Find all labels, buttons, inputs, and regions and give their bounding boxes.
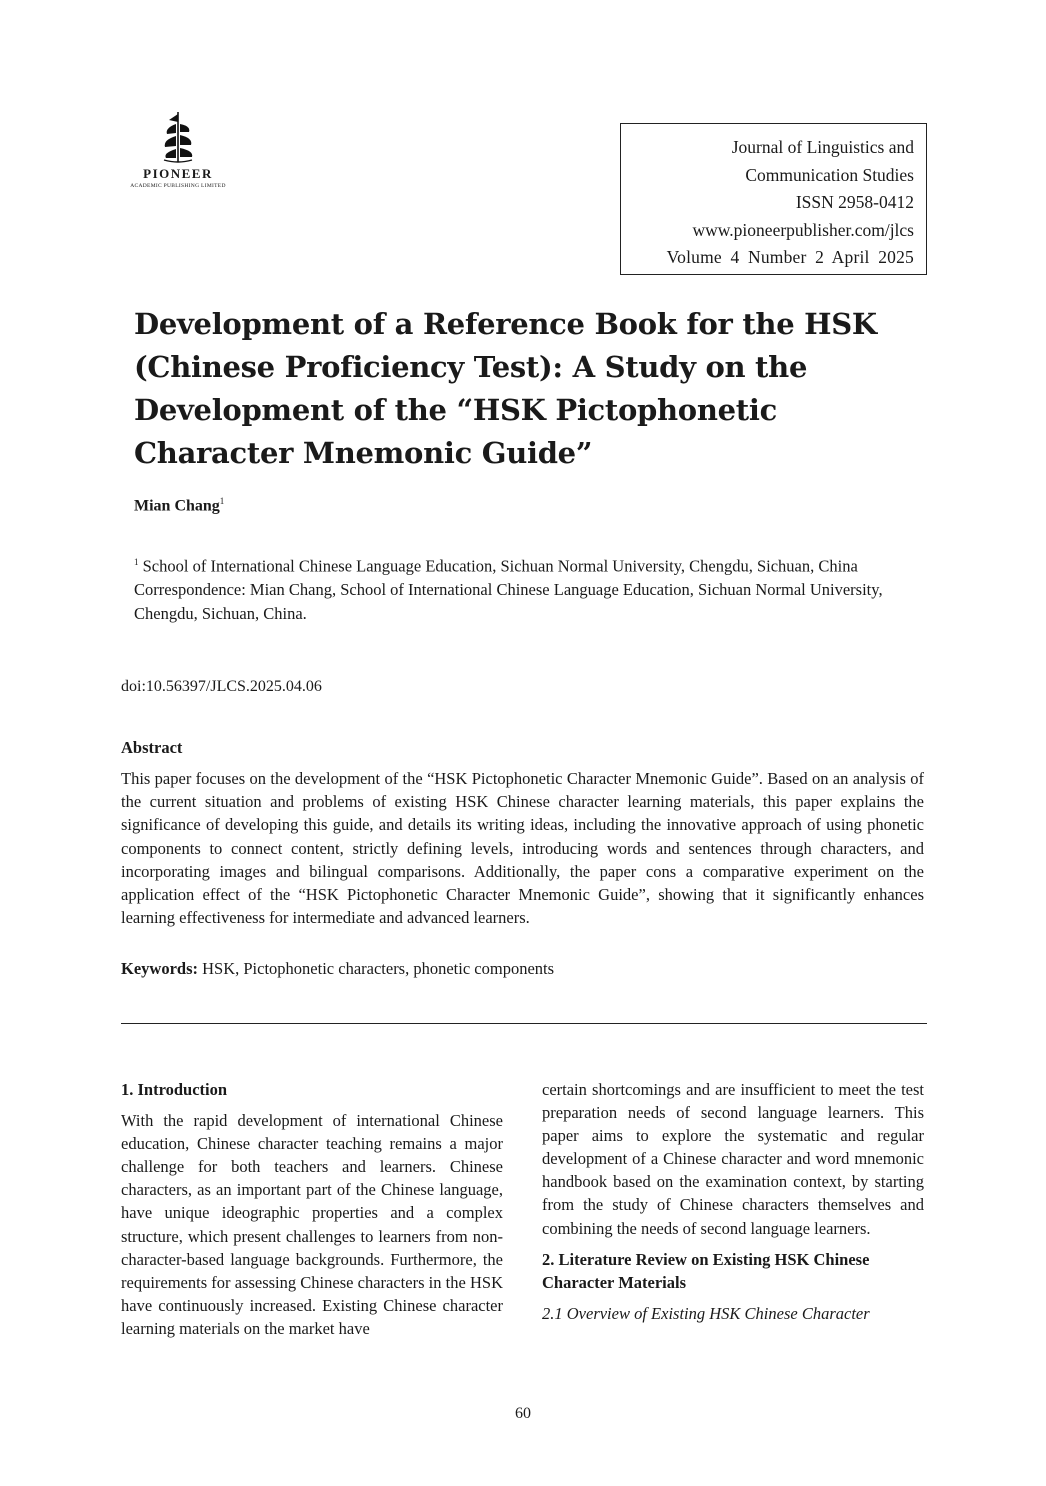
keywords-text: HSK, Pictophonetic characters, phonetic components [202, 959, 555, 978]
affiliation-block [134, 551, 914, 625]
ship-sail-icon [158, 110, 198, 164]
publisher-name: PIONEER [143, 166, 213, 181]
journal-url[interactable]: www.pioneerpublisher.com/jlcs [692, 219, 914, 240]
journal-name-line1: Journal of Linguistics and [731, 137, 914, 157]
journal-name-line2: Communication Studies [745, 164, 914, 185]
section-divider [121, 1023, 927, 1024]
section-1-paragraph: With the rapid development of international Chinese education, Chinese character teaching remains a major challenge for both teachers and learners. Chinese characters, as an important part of the Chinese language, have unique ideographic properties and a complex structure, which present challenges to learners from non-character-based language backgrounds. Furthermore, the requirements for assessing Chinese characters in the HSK have continuously increased. Existing Chinese character learning materials on the market have [121, 1111, 503, 1338]
author [134, 496, 224, 515]
journal-issn: ISSN 2958-0412 [795, 192, 914, 212]
doi[interactable]: doi:10.56397/JLCS.2025.04.06 [121, 678, 322, 695]
publisher-subtitle: ACADEMIC PUBLISHING LIMITED [130, 183, 226, 189]
body-column-left [121, 1078, 503, 1340]
section-2-heading: 2. Literature Review on Existing HSK Chinese Character Materials [542, 1249, 870, 1292]
keywords [121, 959, 554, 979]
journal-info-box [620, 123, 927, 275]
affiliation-marker: 1 [134, 557, 139, 567]
section-2-1-heading: 2.1 Overview of Existing HSK Chinese Character [542, 1303, 870, 1323]
journal-volume: Volume 4 Number 2 April 2025 [666, 247, 914, 267]
abstract-heading: Abstract [121, 738, 183, 757]
author-name: Mian Chang [134, 497, 220, 515]
body-column-right [542, 1078, 924, 1325]
affiliation [134, 551, 914, 578]
page-number: 60 [515, 1405, 531, 1422]
author-affiliation-marker: 1 [219, 496, 225, 506]
keywords-label: Keywords: [121, 959, 198, 978]
affiliation-text: School of International Chinese Language Education, Sichuan Normal University, Chengdu, Sichuan, China [142, 556, 858, 576]
paper-title: Development of a Reference Book for the HSK (Chinese Proficiency Test): A Study on the Development of the “HSK Pictophonetic Character Mnemonic Guide” [134, 307, 877, 470]
abstract-text: This paper focuses on the development of the “HSK Pictophonetic Character Mnemonic Guide”. Based on an analysis of the current situation and problems of existing HSK Chinese character learning materials, this paper explains the significance of developing this guide, and details its writing ideas, including the innovative approach of using phonetic components to connect content, strictly defining levels, introducing words and sentences through characters, and incorporating images and bilingual comparisons. Additionally, the paper cons a comparative experiment on the application effect of the “HSK Pictophonetic Character Mnemonic Guide”, showing that it significantly enhances learning effectiveness for intermediate and advanced learners. [121, 769, 924, 928]
section-1-heading: 1. Introduction [121, 1080, 228, 1099]
correspondence: Correspondence: Mian Chang, School of International Chinese Language Education, Sichuan Normal University, Chengdu, Sichuan, China. [134, 580, 883, 623]
publisher-logo [118, 110, 238, 189]
section-1-paragraph-continued: certain shortcomings and are insufficient to meet the test preparation needs of second language learners. This paper aims to explore the systematic and regular development of a Chinese character and word mnemonic handbook based on the examination context, by starting from the study of Chinese characters themselves and combining the needs of second language learners. [542, 1080, 924, 1238]
